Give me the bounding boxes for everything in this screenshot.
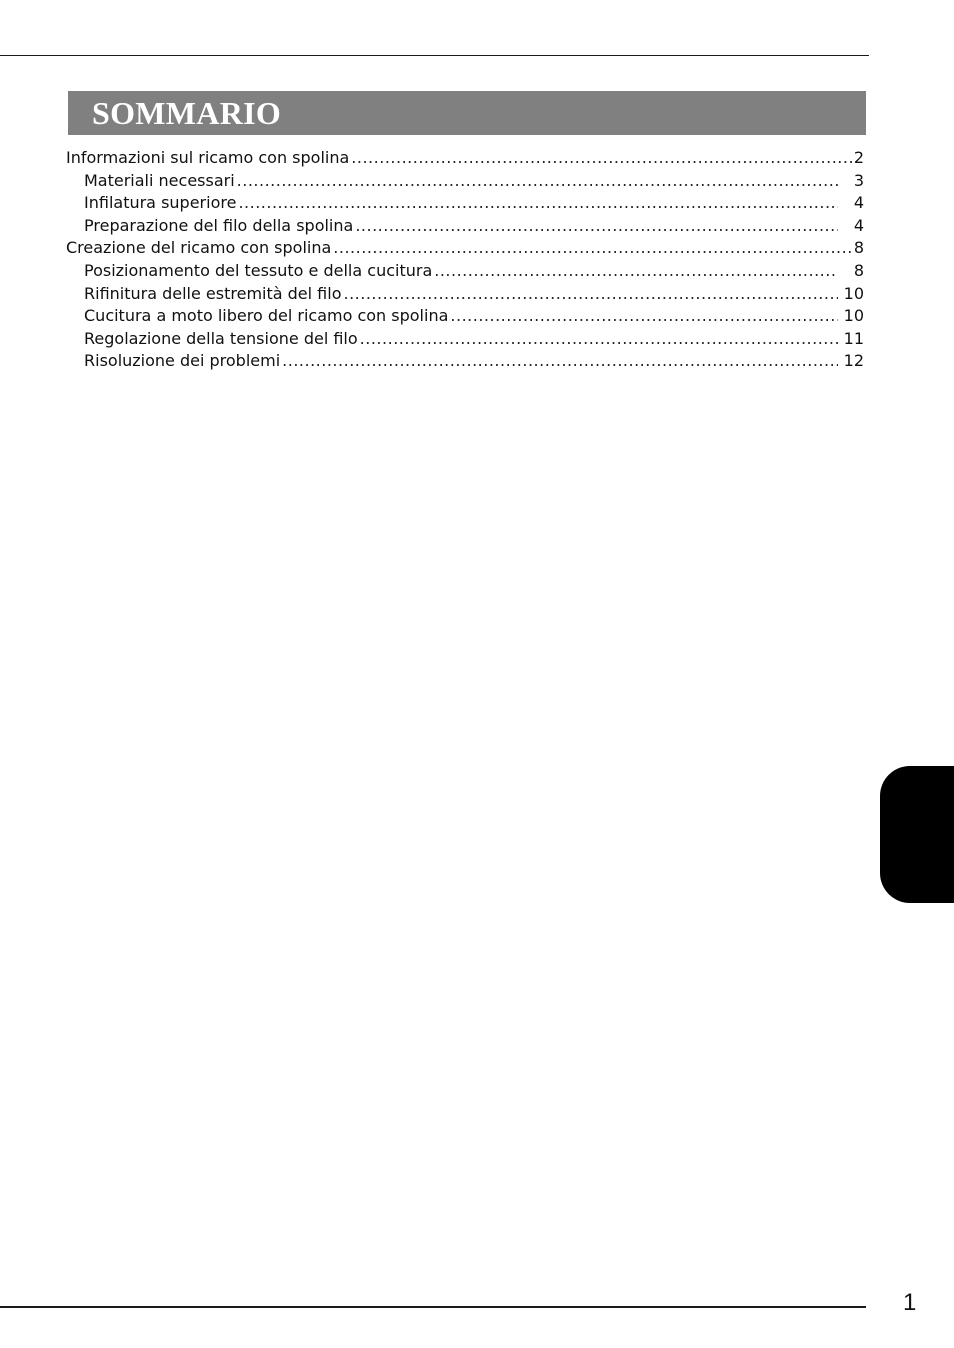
toc-subentry[interactable] [66,215,864,238]
toc-entry-page: 2 [853,148,864,167]
title-bar [68,91,866,135]
toc-leader-dots [238,192,838,215]
toc-leader-dots [351,147,852,170]
toc-leader-dots [333,237,852,260]
section-thumb-tab [880,766,954,903]
toc-entry-page: 11 [843,328,864,348]
toc-subentry[interactable] [66,305,864,328]
toc-subentry[interactable] [66,283,864,306]
toc-leader-dots [237,170,838,193]
toc-entry-page: 4 [853,193,864,213]
toc-entry-page: 3 [853,170,864,190]
toc-entry-page: 4 [853,215,864,235]
toc-entry-page: 8 [853,260,864,280]
toc-entry[interactable] [66,147,864,170]
toc-entry-page: 10 [843,306,864,326]
toc-entry-label: Informazioni sul ricamo con spolina [66,148,350,167]
toc-leader-dots [360,328,838,351]
page-number: 1 [903,1289,917,1316]
toc-leader-dots [344,283,839,306]
toc-entry-label: Infilatura superiore [84,193,237,213]
toc-entry-label: Preparazione del filo della spolina [84,215,354,235]
bottom-rule [0,1306,866,1308]
toc-entry-page: 10 [843,283,864,303]
toc-subentry[interactable] [66,328,864,351]
toc-leader-dots [355,215,838,238]
toc-entry-label: Cucitura a moto libero del ricamo con spolina [84,306,449,326]
toc-leader-dots [282,350,838,373]
toc-entry-label: Creazione del ricamo con spolina [66,238,332,258]
toc-subentry[interactable] [66,192,864,215]
top-rule [0,55,869,56]
toc-entry-page: 8 [853,238,864,258]
toc-entry-label: Rifinitura delle estremità del filo [84,283,342,303]
toc-subentry[interactable] [66,350,864,373]
toc-entry-label: Risoluzione dei problemi [84,351,281,371]
toc-leader-dots [450,305,838,328]
toc-subentry[interactable] [66,260,864,283]
toc-subentry[interactable] [66,170,864,193]
toc-entry[interactable] [66,237,864,260]
toc-entry-label: Posizionamento del tessuto e della cucitura [84,260,433,280]
toc-entry-label: Regolazione della tensione del filo [84,328,358,348]
toc-leader-dots [434,260,838,283]
page-title: SOMMARIO [92,95,282,131]
toc-entry-page: 12 [843,351,864,371]
table-of-contents [66,147,864,373]
toc-entry-label: Materiali necessari [84,170,235,190]
